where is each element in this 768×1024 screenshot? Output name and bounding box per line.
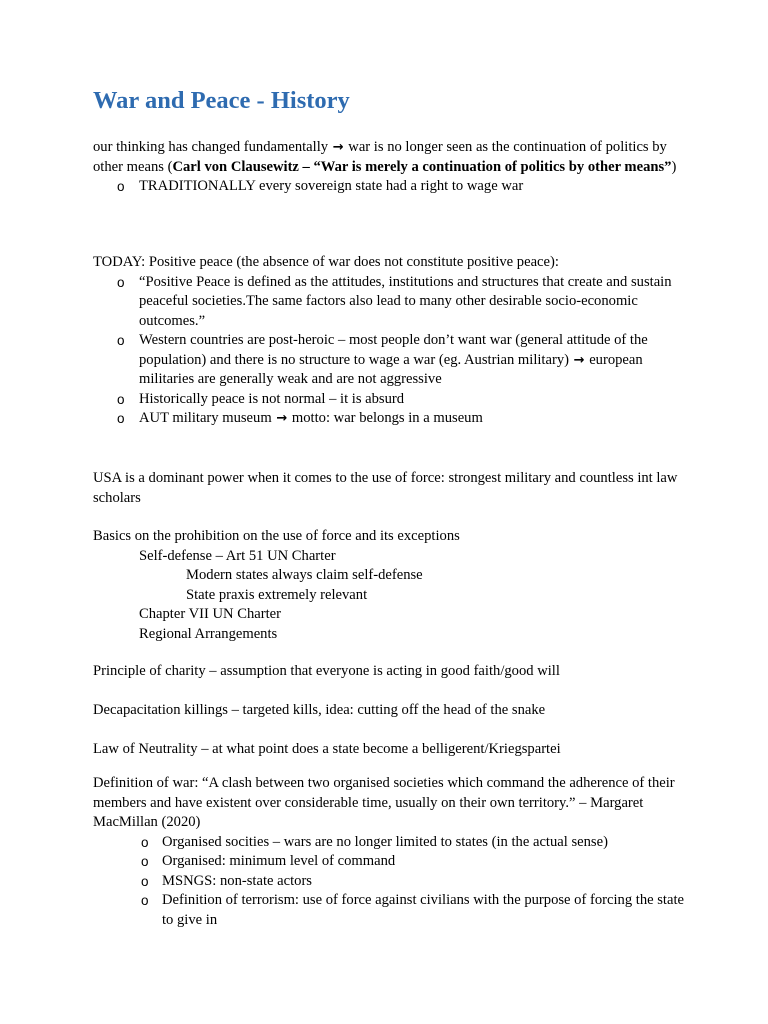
list-item (93, 872, 693, 892)
charity-section (93, 662, 693, 682)
self-defense-sub-item: State praxis extremely relevant (186, 586, 368, 603)
self-defense-item: Self-defense – Art 51 UN Charter (139, 547, 336, 564)
neutrality-paragraph: Law of Neutrality – at what point does a state become a belligerent/Kriegspartei (93, 741, 561, 757)
list-item-text: Definition of terrorism: use of force against civilians with the purpose of forcing the state to give in (162, 892, 684, 928)
list-item-text: Western countries are post-heroic – most people don’t want war (general attitude of the population) and there is no structure to wage a war (eg. Austrian military) (139, 332, 648, 368)
today-section (93, 253, 693, 429)
intro-text-close: ) (671, 158, 677, 175)
list-item (93, 331, 693, 390)
right-arrow-icon: → (276, 411, 288, 426)
charity-paragraph: Principle of charity – assumption that everyone is acting in good faith/good will (93, 663, 560, 679)
neutrality-section (93, 740, 693, 760)
document-title: War and Peace - History (93, 87, 350, 114)
decapacitation-section (93, 701, 693, 721)
list-item-text: “Positive Peace is defined as the attitudes, institutions and structures that create and sustain peaceful societies.The same factors also lead to many other desirable socio-economic outcomes.” (139, 273, 672, 329)
list-item-text: AUT military museum (139, 410, 272, 426)
list-item-text: Organised: minimum level of command (162, 853, 396, 869)
circle-bullet: o (117, 391, 125, 407)
intro-paragraph (93, 138, 693, 177)
list-item-text: Historically peace is not normal – it is absurd (139, 390, 405, 407)
list-item (93, 409, 693, 429)
intro-text: our thinking has changed fundamentally (93, 139, 329, 155)
circle-bullet: o (141, 873, 149, 889)
list-item (93, 833, 693, 853)
basics-heading: Basics on the prohibition on the use of force and its exceptions (93, 528, 460, 544)
list-item (93, 390, 693, 410)
chapter-vii-item: Chapter VII UN Charter (139, 606, 281, 622)
war-definition-paragraph: Definition of war: “A clash between two organised societies which command the adherence of their members and have existent over considerable time, usually on their own territory.” – Margaret MacMillan (2020) (93, 775, 675, 830)
intro-section (93, 138, 693, 197)
intro-text-continued: war is no longer seen as the continuation of politics by other means ( (93, 139, 667, 175)
clausewitz-quote: Carl von Clausewitz – “War is merely a continuation of politics by other means” (172, 158, 672, 175)
self-defense-sub-item: Modern states always claim self-defense (186, 567, 423, 583)
list-item-text-continued: european militaries are generally weak and are not aggressive (139, 351, 643, 387)
list-item-text: MSNGS: non-state actors (162, 872, 312, 889)
right-arrow-icon: → (573, 352, 585, 368)
right-arrow-icon: → (332, 140, 344, 155)
list-item (93, 273, 693, 332)
list-item-text-continued: motto: war belongs in a museum (291, 410, 483, 426)
circle-bullet: o (117, 274, 125, 290)
circle-bullet: o (117, 179, 125, 194)
usa-paragraph: USA is a dominant power when it comes to the use of force: strongest military and countless int law scholars (93, 470, 678, 506)
war-definition-section (93, 774, 693, 930)
circle-bullet: o (117, 333, 125, 348)
circle-bullet: o (117, 411, 125, 426)
list-item-text: TRADITIONALLY every sovereign state had a right to wage war (139, 178, 524, 194)
decapacitation-paragraph: Decapacitation killings – targeted kills, idea: cutting off the head of the snake (93, 702, 546, 718)
usa-section (93, 469, 693, 508)
today-heading: TODAY: Positive peace (the absence of war does not constitute positive peace): (93, 254, 559, 270)
list-item (93, 852, 693, 872)
circle-bullet: o (141, 854, 149, 869)
regional-arrangements-item: Regional Arrangements (139, 625, 278, 642)
list-item (93, 891, 693, 930)
circle-bullet: o (141, 834, 149, 850)
basics-section (93, 527, 693, 644)
list-item (93, 177, 693, 197)
list-item-text: Organised socities – wars are no longer limited to states (in the actual sense) (162, 833, 608, 850)
circle-bullet: o (141, 893, 149, 908)
